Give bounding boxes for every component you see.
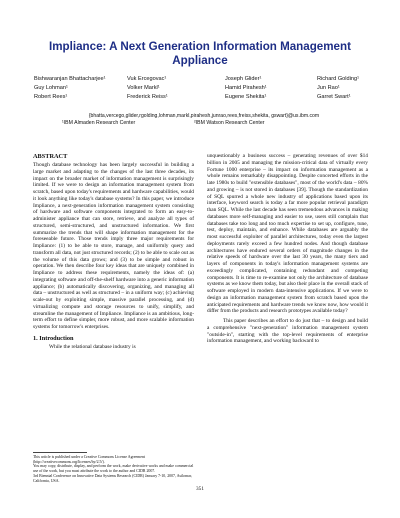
author-name: Garret Swart¹ (317, 93, 351, 100)
paper-title: Impliance: A Next Generation Information Management Appliance (49, 40, 351, 67)
author-name: Joseph Glider¹ (225, 76, 262, 82)
author-name: Jun Rao¹ (317, 84, 340, 91)
intro-continued: unquestionably a business success – generating revenues of over $14 billion in 2005 and managing the mission-critical data of virtually every Fortune 1000 enterprise – its impact on information management as a whole remains remarkably disappointing. Despite concerted efforts in the late 1980s to build "extensible databases", most of the world's data – 80% and growing – is not stored in databases [39]. Though the standardization of SQL spurred a whole new industry of applications based upon its interface, keyword search is today a far more popular retrieval paradigm than SQL. While the last decade has seen tremendous advances in making databases more self-managing and easier to use, users still complain that databases take too long and too much expertise to set up, configure, tune, test, deploy, maintain, and enhance. While databases are arguably the most successful exploiter of parallel architectures, today even the largest deployments rarely exceed a few hundred nodes. And though database architectures have endured several orders of magnitude changes in the relative speeds of hardware over the last 30 years, the many tiers and layers of components in today's information management systems are exceedingly complicated, containing redundant and competing components. It is time to re-examine not only the architecture of database systems as we know them today, but also their place in the overall stack of software employed in modern data-intensive applications. If we were to design an information management system from scratch based upon the anticipated requirements and hardware trends we know now, how would it differ from the products and research prototypes available today? (207, 153, 368, 315)
abstract-heading: ABSTRACT (33, 153, 68, 160)
affiliations (34, 113, 374, 127)
institution: ¹IBM Almaden Research Center (62, 120, 136, 126)
left-column (33, 153, 194, 354)
author-list (34, 75, 374, 101)
page-number: 351 (196, 486, 204, 492)
author-row (34, 93, 374, 102)
license-line: 3rd Biennial Conference on Innovative Data Systems Research (CIDR) January 7-10, 2007, Asilomar, California, USA. (33, 473, 192, 483)
author-name: Bishwaranjan Bhattacharjee¹ (34, 76, 106, 82)
author-name: Vuk Ercegovac¹ (127, 76, 167, 82)
license-line: You may copy, distribute, display, and perform the work, make derivative works and make commercial use of the work, but you must attribute the work to the author and CIDR 2007. (33, 464, 194, 474)
intro-text: While the relational database industry is (49, 343, 136, 350)
author-name: Richard Golding¹ (317, 76, 359, 82)
right-column (207, 153, 368, 348)
license-line: This article is published under a Creative Commons License Agreement (http://creativecommons.org/licenses/by/2.5/). (33, 455, 146, 464)
intro-paragraph: This paper describes an effort to do just that – to design and build a comprehensive "next-generation" information management system "outside-in", starting with the top-level requirements of enterprise information management, and working backward to (207, 318, 368, 345)
author-name: Eugene Shekita¹ (225, 93, 267, 100)
license-footnote (33, 452, 194, 483)
author-row (34, 75, 374, 84)
intro-heading: 1. Introduction (33, 334, 74, 342)
author-name: Volker Markl¹ (127, 84, 160, 91)
author-name: Guy Lohman¹ (34, 84, 68, 91)
institution: ²IBM Watson Research Center (194, 120, 265, 126)
footnote-rule (33, 452, 87, 453)
author-row (34, 84, 374, 93)
abstract-text: Though database technology has been largely successful in building a large market and adapting to the changes of the last three decades, its impact on the broader market of information management is surprisingly limited. If we were to design an information management system from scratch, based upon today's requirements and hardware capabilities, would it look anything like today's database systems? In this paper, we introduce Impliance, a next-generation information management system consisting of hardware and software components integrated to form an easy-to-administer appliance that can store, retrieve, and analyze all types of structured, semi-structured, and unstructured information. We first summarize the trends that will shape information management for the foreseeable future. Those trends imply three major requirements for Impliance: (1) to be able to store, manage, and uniformly query and transform all data, not just structured records; (2) to be able to scale out as the volume of this data grows; and (3) to be simple and robust in operation. We then describe four key ideas that are uniquely combined in Impliance to address these requirements, namely the ideas of: (a) integrating software and off-the-shelf hardware into a generic information appliance; (b) automatically discovering, organizing, and managing all data – unstructured as well as structured – in a uniform way; (c) achieving scale-out by exploiting simple, massive parallel processing, and (d) virtualizing compute and storage resources to unify, simplify, and streamline the management of Impliance. Impliance is an ambitious, long-term effort to define simpler, more robust, and more scalable information systems for tomorrow's enterprises. (33, 162, 194, 330)
author-name: Robert Rees¹ (34, 93, 68, 100)
author-name: Frederick Reiss¹ (127, 93, 168, 100)
author-name: Hamid Pirahesh¹ (225, 84, 267, 91)
author-emails: {bhatta,vercego,glider,rgolding,lohman,markl,pirahesh,junrao,rees,freiss,shekita, gswart}@us.ibm.com (88, 113, 320, 119)
